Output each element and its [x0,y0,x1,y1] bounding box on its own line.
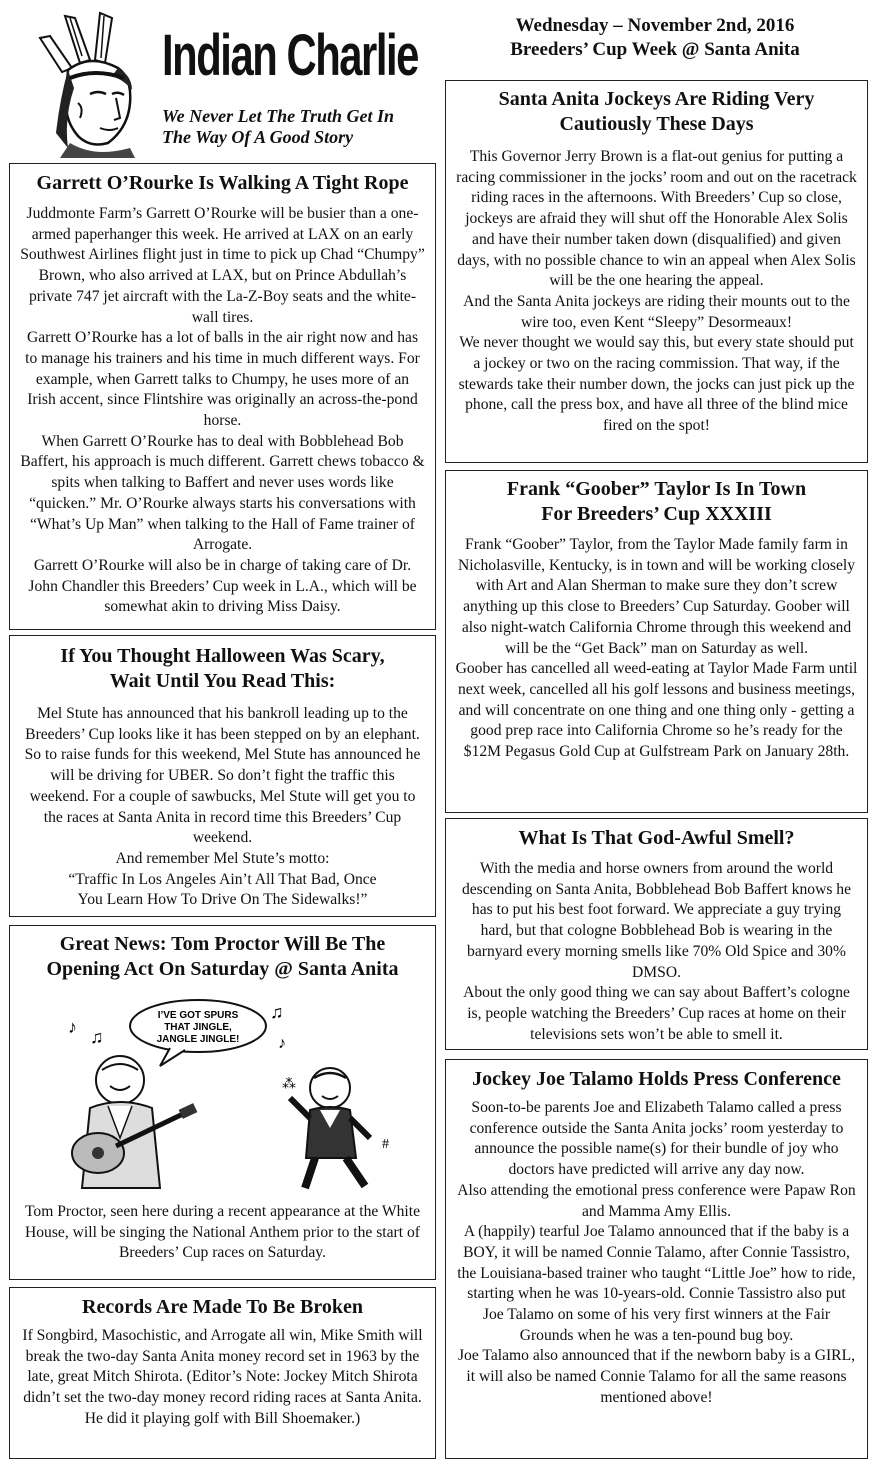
article-body [456,147,857,437]
paragraph: About the only good thing we can say about Baffert’s cologne is, people watching the Breeders’ Cup races at home on their televisions sets won’t be able to smell it. [463,984,850,1043]
article-body [454,535,859,763]
proctor-cartoon [20,988,425,1198]
speech-line-2: THAT JINGLE, [164,1022,232,1033]
article-title: Garrett O’Rourke Is Walking A Tight Rope [36,172,409,194]
paragraph: And the Santa Anita jockeys are riding their mounts out to the wire too, even Kent “Sleepy” Desormeaux! [463,292,850,331]
article-halloween [9,635,436,917]
article-records [9,1287,436,1459]
paragraph: A (happily) tearful Joe Talamo announced that if the baby is a BOY, it will be named Connie Talamo, after Connie Tassistro, the Louisiana-based trainer who taught “Little Joe” how to ride, starting when he was 10-years-old. Connie Tassistro also put Joe Talamo on some of his very first winners at the Fair Grounds when he was a ten-pound bug boy. [457,1223,856,1344]
article-smell [445,818,868,1050]
article-talamo [445,1059,868,1459]
article-title: Santa Anita Jockeys Are Riding Very Cautiously These Days [498,88,815,135]
paragraph: Frank “Goober” Taylor, from the Taylor Made family farm in Nicholasville, Kentucky, is in town and will be working closely with Art and Alan Sherman to make sure they don’t screw anything up this close to Breeders’ Cup Saturday. Goober will also night-watch California Chrome through this weekend and will be the “Get Back” man on Saturday as well. [458,536,855,657]
paragraph: Mel Stute has announced that his bankroll leading up to the Breeders’ Cup looks like it has been stepped on by an elephant. So to raise funds for this weekend, Mel Stute has announced he will be driving for UBER. So don’t fight the traffic this weekend. For a couple of sawbucks, Mel Stute will get you to the races at Santa Anita in record time this Breeders’ Cup weekend. [24,705,421,847]
paragraph: Soon-to-be parents Joe and Elizabeth Talamo called a press conference outside the Santa Anita jocks’ room yesterday to announce the possible name(s) for their bundle of joy who doctors have predicted will arrive any day now. [469,1099,844,1179]
music-note-icon: ♫ [90,1027,104,1047]
article-title: Jockey Joe Talamo Holds Press Conference [472,1068,841,1090]
paragraph: Joe Talamo also announced that if the newborn baby is a GIRL, it will also be named Connie Talamo for all the same reasons mentioned above! [457,1347,856,1406]
article-title: What Is That God-Awful Smell? [518,827,795,849]
paragraph: “Traffic In Los Angeles Ain’t All That Bad, Once You Learn How To Drive On The Sidewalks!” [68,870,377,909]
issue-subtitle: Breeders’ Cup Week @ Santa Anita [510,39,800,60]
paragraph: When Garrett O’Rourke has to deal with Bobblehead Bob Baffert, his approach is much different. Garrett chews tobacco & spits when talking to Baffert and never uses words like “quicken.” Mr. O’Rourke always starts his conversations with “What’s Up Man” when talking to the Hall of Fame trainer of Arrogate. [20,432,425,554]
svg-text:⁂: ⁂ [282,1077,296,1092]
article-title: Records Are Made To Be Broken [82,1296,363,1318]
paragraph: Also attending the emotional press conference were Papaw Ron and Mamma Amy Ellis. [457,1181,856,1220]
speech-line-1: I’VE GOT SPURS [157,1010,239,1021]
article-jockeys [445,80,868,463]
article-body [456,1098,857,1409]
article-body [20,204,425,618]
svg-text:#: # [382,1137,389,1152]
article-proctor [9,925,436,1280]
paragraph: This Governor Jerry Brown is a flat-out genius for putting a racing commissioner in the jocks’ room and out on the racetrack riding races in the afternoons. With Breeders’ Cup so close, jockeys are afraid they will shut off the Honorable Alex Solis and have their number taken down (disqualified) and given days, with no possible chance to win an appeal when Alex Solis will be the one hearing the appeal. [456,148,857,290]
paragraph: We never thought we would say this, but every state should put a jockey or two on the racing commission. That way, if the stewards take their number down, the jocks can just pick up the phone, call the press box, and have all three of the blind mice fired on the spot! [458,334,855,435]
article-body [456,859,857,1045]
article-body [20,1202,425,1264]
paragraph: Garrett O’Rourke will also be in charge of taking care of Dr. John Chandler this Breeders’ Cup week in L.A., which will be somewhat akin to driving Miss Daisy. [28,556,417,616]
paragraph: And remember Mel Stute’s motto: [115,849,330,867]
issue-dateline [445,14,865,62]
paragraph: Tom Proctor, seen here during a recent appearance at the White House, will be singing the National Anthem prior to the start of Breeders’ Cup races on Saturday. [24,1203,421,1262]
paragraph: Juddmonte Farm’s Garrett O’Rourke will be busier than a one-armed paperhanger this week. He arrived at LAX on an early Southwest Airlines flight just in time to pick up Chad “Chumpy” Brown, who also arrived at LAX, but on Prince Abdullah’s private 747 jet aircraft with the La-Z-Boy seats and the white-wall tires. [20,205,425,326]
music-note-icon: ♪ [68,1017,77,1037]
article-body [20,1326,425,1430]
speech-line-3: JANGLE JINGLE! [156,1034,240,1045]
paragraph: With the media and horse owners from around the world descending on Santa Anita, Bobblehead Bob Baffert knows he has to put his best foot forward. We appreciate a guy trying hard, but that cologne Bobblehead Bob is wearing in the barnyard every morning smells like 70% Old Spice and 30% DMSO. [461,860,852,981]
paragraph: If Songbird, Masochistic, and Arrogate all win, Mike Smith will break the two-day Santa Anita money record set in 1963 by the late, great Mitch Shirota. (Editor’s Note: Jockey Mitch Shirota didn’t set the two-day money record riding races at Santa Anita. He did it playing golf with Bill Shoemaker.) [22,1327,423,1427]
paragraph: Goober has cancelled all weed-eating at Taylor Made Farm until next week, cancelled all his golf lessons and business meetings, and will concentrate on one thing and one thing only - getting a good prep race into California Chrome so he’s ready for the $12M Pegasus Gold Cup at Gulfstream Park on January 28th. [455,660,858,761]
paragraph: Garrett O’Rourke has a lot of balls in the air right now and has to manage his trainers and his time in much different ways. For example, when Garrett talks to Chumpy, he uses more of an Irish accent, since Flintshire was originally an across-the-pond horse. [25,329,420,430]
article-title: Frank “Goober” Taylor Is In Town For Breeders’ Cup XXXIII [506,478,807,525]
music-note-icon: ♪ [278,1035,286,1052]
article-title: If You Thought Halloween Was Scary, Wait Until You Read This: [60,645,385,692]
article-goober [445,470,868,813]
indian-chief-logo [20,8,170,158]
masthead [10,8,435,158]
issue-date: Wednesday – November 2nd, 2016 [515,15,795,36]
masthead-title: Indian Charlie [162,23,418,88]
masthead-tagline: We Never Let The Truth Get In The Way Of A Good Story [162,106,394,147]
article-title: Great News: Tom Proctor Will Be The Opening Act On Saturday @ Santa Anita [46,933,399,980]
music-note-icon: ♫ [270,1002,284,1022]
article-body [20,704,425,911]
article-orourke [9,163,436,630]
